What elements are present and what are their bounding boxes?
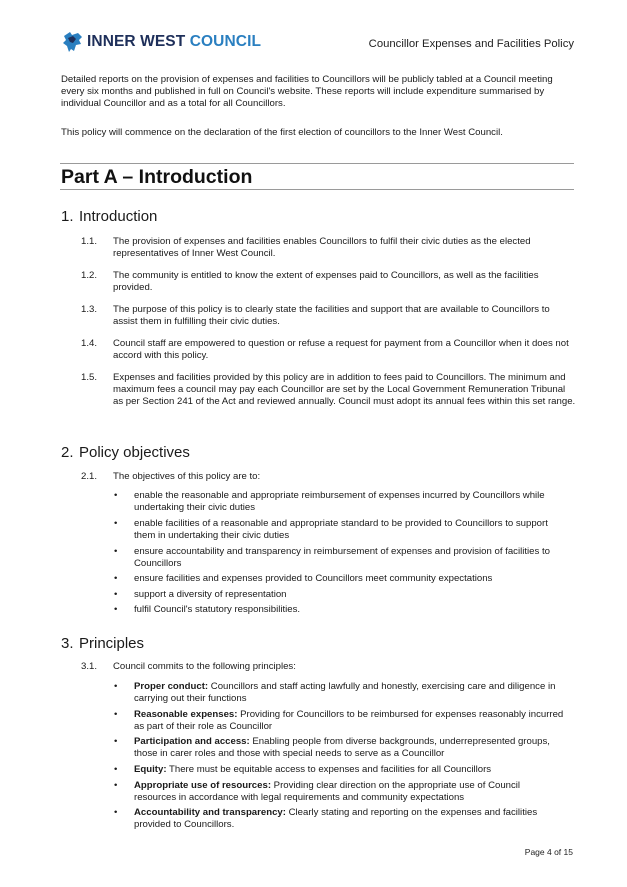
council-emblem-icon (62, 30, 84, 54)
list-item: 3.1. Council commits to the following principles: (81, 661, 296, 672)
list-item: 1.2. The community is entitled to know the extent of expenses paid to Councillors, as well as the facilities provided. (81, 270, 539, 294)
list-item: 1.3. The purpose of this policy is to clearly state the facilities and support that are available to Councillors to assist them in fulfilling their civic duties. (81, 304, 550, 328)
principle-item: • Proper conduct: Councillors and staff acting lawfully and honestly, exercising care and diligence in carrying out their functions (114, 681, 556, 704)
principle-item: • Equity: There must be equitable access to expenses and facilities for all Councillors (114, 764, 492, 775)
list-item: 1.1. The provision of expenses and facilities enables Councillors to fulfil their civic duties as the elected representatives of Inner West Council. (81, 236, 531, 260)
bullet-item: • fulfil Council's statutory responsibilities. (114, 604, 301, 615)
list-item: 2.1. The objectives of this policy are to: (81, 471, 261, 482)
principle-item: • Appropriate use of resources: Providing clear direction on the appropriate use of Council resources in accordance with legal requirements and community expectations (114, 780, 521, 803)
bullet-item: • enable the reasonable and appropriate reimbursement of expenses incurred by Councillors while undertaking their civic duties (114, 490, 545, 513)
intro-paragraph: Detailed reports on the provision of expenses and facilities to Councillors will be publicly tabled at a Council meeting every six months and published in full on Council's website. These reports will include expenditure summarised by individual Councillor and as a total for all Councillors. (61, 74, 553, 110)
divider (60, 189, 574, 190)
list-item: 1.4. Council staff are empowered to question or refuse a request for payment from a Councillor when it does not accord with this policy. (81, 338, 569, 362)
section-heading: 3. Principles (61, 635, 145, 652)
part-heading: Part A – Introduction (61, 166, 253, 188)
principle-item: • Participation and access: Enabling people from diverse backgrounds, underrepresented groups, those in carer roles and those with special needs to serve as a Councillor (114, 736, 550, 759)
council-logo (62, 30, 261, 54)
list-item: 1.5. Expenses and facilities provided by this policy are in addition to fees paid to Councillors. The minimum and maximum fees a council may pay each Councillor are set by the Local Government Remuneration Tribunal as per Section 241 of the Act and reviewed annually. Council must adopt its annual fees within this set range. (81, 372, 576, 408)
principle-item: • Reasonable expenses: Providing for Councillors to be reimbursed for expenses reasonably incurred as part of their role as Councillor (114, 709, 564, 732)
bullet-item: • enable facilities of a reasonable and appropriate standard to be provided to Councillors to support them in undertaking their civic duties (114, 518, 548, 541)
section-heading: 1. Introduction (61, 208, 158, 225)
bullet-item: • ensure accountability and transparency in reimbursement of expenses and provision of facilities to Councillors (114, 546, 550, 569)
page-number: Page 4 of 15 (524, 847, 573, 857)
intro-paragraph: This policy will commence on the declaration of the first election of councillors to the Inner West Council. (61, 127, 503, 138)
document-title: Councillor Expenses and Facilities Policy (368, 38, 574, 50)
divider (60, 163, 574, 164)
logo-wordmark: INNER WEST COUNCIL (87, 33, 262, 51)
principle-item: • Accountability and transparency: Clearly stating and reporting on the expenses and facilities provided to Councillors. (114, 807, 538, 830)
section-heading: 2. Policy objectives (61, 444, 190, 461)
bullet-item: • support a diversity of representation (114, 589, 287, 600)
bullet-item: • ensure facilities and expenses provided to Councillors meet community expectations (114, 573, 493, 584)
